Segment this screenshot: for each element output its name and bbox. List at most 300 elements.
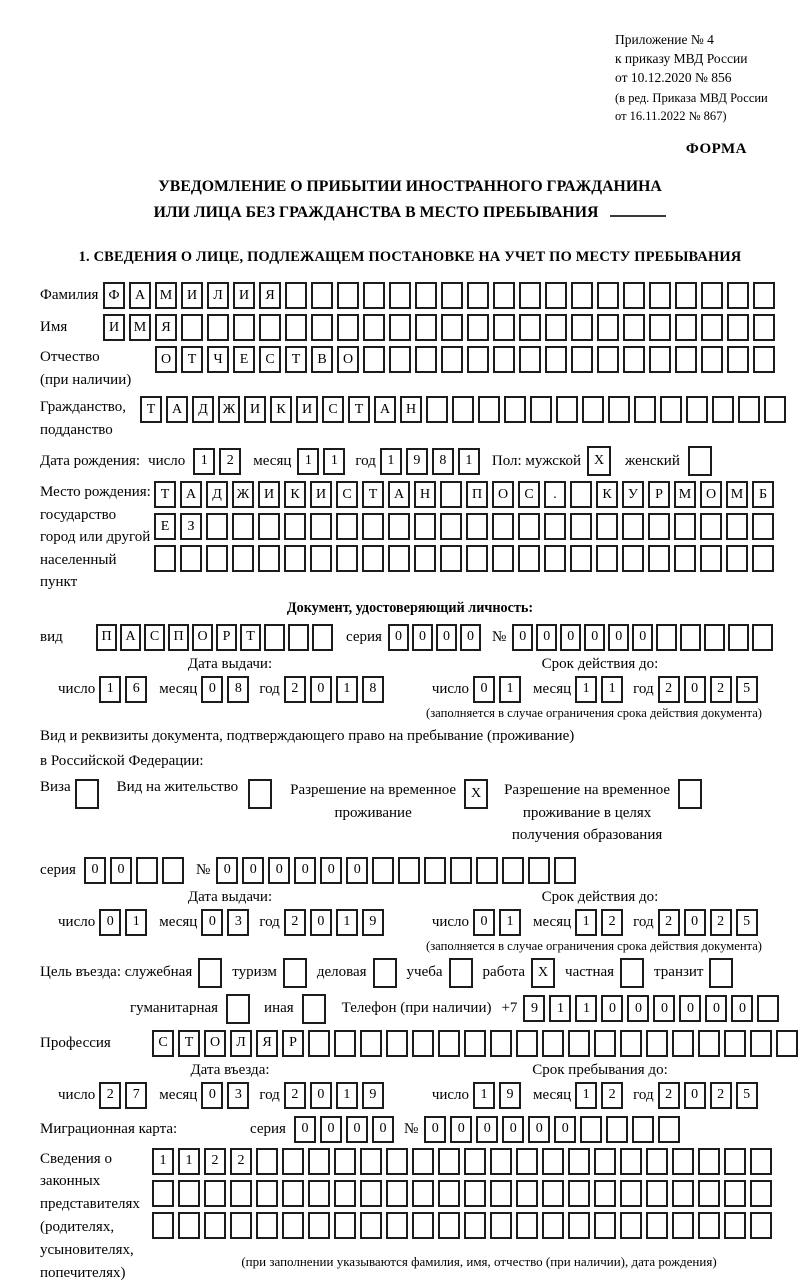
char-cell[interactable] bbox=[256, 1180, 278, 1207]
char-cell[interactable] bbox=[415, 282, 437, 309]
char-cell[interactable]: . bbox=[544, 481, 566, 508]
char-cell[interactable]: 0 bbox=[294, 1116, 316, 1143]
char-cell[interactable]: 0 bbox=[268, 857, 290, 884]
char-cell[interactable]: 9 bbox=[362, 909, 384, 936]
char-cell[interactable] bbox=[570, 513, 592, 540]
char-cell[interactable]: 1 bbox=[575, 995, 597, 1022]
char-cell[interactable]: 1 bbox=[380, 448, 402, 475]
char-cell[interactable]: 1 bbox=[178, 1148, 200, 1175]
char-cell[interactable]: X bbox=[531, 958, 555, 988]
char-cell[interactable]: Ж bbox=[232, 481, 254, 508]
char-cell[interactable] bbox=[738, 396, 760, 423]
char-cell[interactable] bbox=[302, 994, 326, 1024]
char-cell[interactable]: И bbox=[103, 314, 125, 341]
char-cell[interactable]: X bbox=[587, 446, 611, 476]
char-cell[interactable]: И bbox=[244, 396, 266, 423]
char-cell[interactable] bbox=[580, 1116, 602, 1143]
char-cell[interactable] bbox=[649, 282, 671, 309]
char-cell[interactable] bbox=[310, 513, 332, 540]
char-cell[interactable] bbox=[178, 1180, 200, 1207]
char-cell[interactable] bbox=[596, 513, 618, 540]
char-cell[interactable] bbox=[597, 314, 619, 341]
char-cell[interactable] bbox=[648, 545, 670, 572]
char-cell[interactable] bbox=[597, 346, 619, 373]
char-cell[interactable] bbox=[594, 1148, 616, 1175]
char-cell[interactable] bbox=[686, 396, 708, 423]
char-cell[interactable] bbox=[386, 1212, 408, 1239]
char-cell[interactable]: 0 bbox=[684, 676, 706, 703]
char-cell[interactable] bbox=[542, 1030, 564, 1057]
char-cell[interactable] bbox=[750, 1212, 772, 1239]
char-cell[interactable] bbox=[634, 396, 656, 423]
char-cell[interactable] bbox=[372, 857, 394, 884]
char-cell[interactable]: 9 bbox=[362, 1082, 384, 1109]
char-cell[interactable] bbox=[542, 1148, 564, 1175]
char-cell[interactable] bbox=[649, 314, 671, 341]
char-cell[interactable]: И bbox=[181, 282, 203, 309]
char-cell[interactable] bbox=[334, 1030, 356, 1057]
char-cell[interactable]: Т bbox=[348, 396, 370, 423]
char-cell[interactable] bbox=[675, 346, 697, 373]
char-cell[interactable]: У bbox=[622, 481, 644, 508]
char-cell[interactable] bbox=[441, 282, 463, 309]
char-cell[interactable] bbox=[680, 624, 701, 651]
char-cell[interactable]: 0 bbox=[731, 995, 753, 1022]
char-cell[interactable] bbox=[362, 545, 384, 572]
char-cell[interactable]: Л bbox=[230, 1030, 252, 1057]
char-cell[interactable]: В bbox=[311, 346, 333, 373]
char-cell[interactable]: 0 bbox=[346, 857, 368, 884]
char-cell[interactable] bbox=[528, 857, 550, 884]
char-cell[interactable]: 0 bbox=[476, 1116, 498, 1143]
char-cell[interactable] bbox=[464, 1180, 486, 1207]
char-cell[interactable]: С bbox=[322, 396, 344, 423]
char-cell[interactable]: 0 bbox=[110, 857, 132, 884]
char-cell[interactable] bbox=[646, 1030, 668, 1057]
char-cell[interactable] bbox=[688, 446, 712, 476]
char-cell[interactable] bbox=[464, 1030, 486, 1057]
char-cell[interactable]: 0 bbox=[412, 624, 433, 651]
char-cell[interactable] bbox=[764, 396, 786, 423]
char-cell[interactable]: 8 bbox=[362, 676, 384, 703]
char-cell[interactable] bbox=[516, 1148, 538, 1175]
char-cell[interactable] bbox=[516, 1030, 538, 1057]
char-cell[interactable]: Ф bbox=[103, 282, 125, 309]
char-cell[interactable] bbox=[530, 396, 552, 423]
char-cell[interactable] bbox=[180, 545, 202, 572]
char-cell[interactable]: 0 bbox=[536, 624, 557, 651]
char-cell[interactable] bbox=[206, 513, 228, 540]
char-cell[interactable] bbox=[712, 396, 734, 423]
char-cell[interactable] bbox=[230, 1180, 252, 1207]
char-cell[interactable]: С bbox=[144, 624, 165, 651]
char-cell[interactable]: 0 bbox=[99, 909, 121, 936]
char-cell[interactable] bbox=[360, 1030, 382, 1057]
char-cell[interactable] bbox=[608, 396, 630, 423]
char-cell[interactable]: 2 bbox=[284, 1082, 306, 1109]
char-cell[interactable]: 0 bbox=[388, 624, 409, 651]
char-cell[interactable] bbox=[334, 1180, 356, 1207]
char-cell[interactable]: 5 bbox=[736, 676, 758, 703]
char-cell[interactable]: 0 bbox=[201, 909, 223, 936]
char-cell[interactable]: Е bbox=[233, 346, 255, 373]
char-cell[interactable]: X bbox=[464, 779, 488, 809]
char-cell[interactable]: 0 bbox=[310, 676, 332, 703]
char-cell[interactable]: М bbox=[129, 314, 151, 341]
char-cell[interactable]: 1 bbox=[549, 995, 571, 1022]
char-cell[interactable]: 0 bbox=[608, 624, 629, 651]
char-cell[interactable]: С bbox=[336, 481, 358, 508]
char-cell[interactable] bbox=[757, 995, 779, 1022]
char-cell[interactable] bbox=[750, 1030, 772, 1057]
char-cell[interactable] bbox=[490, 1148, 512, 1175]
char-cell[interactable] bbox=[545, 314, 567, 341]
char-cell[interactable] bbox=[388, 545, 410, 572]
char-cell[interactable] bbox=[312, 624, 333, 651]
char-cell[interactable]: 0 bbox=[601, 995, 623, 1022]
char-cell[interactable] bbox=[493, 282, 515, 309]
char-cell[interactable]: О bbox=[492, 481, 514, 508]
char-cell[interactable]: Р bbox=[216, 624, 237, 651]
char-cell[interactable] bbox=[232, 513, 254, 540]
char-cell[interactable] bbox=[542, 1212, 564, 1239]
char-cell[interactable]: 2 bbox=[710, 909, 732, 936]
char-cell[interactable] bbox=[704, 624, 725, 651]
char-cell[interactable] bbox=[206, 545, 228, 572]
char-cell[interactable] bbox=[620, 958, 644, 988]
char-cell[interactable] bbox=[310, 545, 332, 572]
char-cell[interactable]: 5 bbox=[736, 1082, 758, 1109]
char-cell[interactable] bbox=[162, 857, 184, 884]
char-cell[interactable]: С bbox=[152, 1030, 174, 1057]
char-cell[interactable] bbox=[476, 857, 498, 884]
char-cell[interactable]: 0 bbox=[84, 857, 106, 884]
char-cell[interactable] bbox=[440, 545, 462, 572]
char-cell[interactable] bbox=[724, 1212, 746, 1239]
char-cell[interactable] bbox=[518, 545, 540, 572]
char-cell[interactable] bbox=[282, 1148, 304, 1175]
char-cell[interactable] bbox=[753, 314, 775, 341]
char-cell[interactable] bbox=[337, 314, 359, 341]
char-cell[interactable]: 0 bbox=[372, 1116, 394, 1143]
char-cell[interactable] bbox=[449, 958, 473, 988]
char-cell[interactable] bbox=[753, 346, 775, 373]
char-cell[interactable]: С bbox=[259, 346, 281, 373]
char-cell[interactable] bbox=[675, 314, 697, 341]
char-cell[interactable] bbox=[674, 545, 696, 572]
char-cell[interactable]: Б bbox=[752, 481, 774, 508]
char-cell[interactable] bbox=[493, 314, 515, 341]
char-cell[interactable] bbox=[256, 1212, 278, 1239]
char-cell[interactable]: О bbox=[337, 346, 359, 373]
char-cell[interactable] bbox=[373, 958, 397, 988]
char-cell[interactable] bbox=[727, 282, 749, 309]
char-cell[interactable] bbox=[282, 1212, 304, 1239]
char-cell[interactable]: 0 bbox=[460, 624, 481, 651]
char-cell[interactable] bbox=[571, 282, 593, 309]
char-cell[interactable] bbox=[672, 1212, 694, 1239]
char-cell[interactable] bbox=[727, 346, 749, 373]
char-cell[interactable]: 0 bbox=[320, 857, 342, 884]
char-cell[interactable] bbox=[285, 282, 307, 309]
char-cell[interactable] bbox=[678, 779, 702, 809]
char-cell[interactable]: 2 bbox=[601, 1082, 623, 1109]
char-cell[interactable] bbox=[519, 314, 541, 341]
char-cell[interactable] bbox=[594, 1212, 616, 1239]
char-cell[interactable]: 5 bbox=[736, 909, 758, 936]
char-cell[interactable] bbox=[545, 346, 567, 373]
char-cell[interactable] bbox=[363, 314, 385, 341]
char-cell[interactable]: 0 bbox=[679, 995, 701, 1022]
char-cell[interactable] bbox=[360, 1148, 382, 1175]
char-cell[interactable] bbox=[258, 513, 280, 540]
char-cell[interactable] bbox=[709, 958, 733, 988]
char-cell[interactable]: К bbox=[596, 481, 618, 508]
char-cell[interactable]: 1 bbox=[575, 1082, 597, 1109]
char-cell[interactable] bbox=[700, 545, 722, 572]
char-cell[interactable] bbox=[441, 314, 463, 341]
char-cell[interactable] bbox=[440, 513, 462, 540]
char-cell[interactable]: А bbox=[180, 481, 202, 508]
char-cell[interactable]: 9 bbox=[406, 448, 428, 475]
char-cell[interactable] bbox=[656, 624, 677, 651]
char-cell[interactable] bbox=[233, 314, 255, 341]
char-cell[interactable] bbox=[698, 1148, 720, 1175]
char-cell[interactable] bbox=[596, 545, 618, 572]
char-cell[interactable] bbox=[594, 1180, 616, 1207]
char-cell[interactable]: 6 bbox=[125, 676, 147, 703]
char-cell[interactable]: З bbox=[180, 513, 202, 540]
char-cell[interactable] bbox=[412, 1030, 434, 1057]
char-cell[interactable]: Т bbox=[240, 624, 261, 651]
char-cell[interactable] bbox=[620, 1180, 642, 1207]
char-cell[interactable] bbox=[464, 1212, 486, 1239]
char-cell[interactable] bbox=[334, 1148, 356, 1175]
char-cell[interactable]: Д bbox=[192, 396, 214, 423]
char-cell[interactable] bbox=[478, 396, 500, 423]
char-cell[interactable] bbox=[646, 1212, 668, 1239]
char-cell[interactable] bbox=[464, 1148, 486, 1175]
char-cell[interactable]: Т bbox=[362, 481, 384, 508]
char-cell[interactable]: Н bbox=[414, 481, 436, 508]
char-cell[interactable]: 0 bbox=[560, 624, 581, 651]
char-cell[interactable] bbox=[414, 513, 436, 540]
char-cell[interactable] bbox=[674, 513, 696, 540]
char-cell[interactable] bbox=[438, 1212, 460, 1239]
char-cell[interactable] bbox=[415, 314, 437, 341]
char-cell[interactable] bbox=[438, 1180, 460, 1207]
char-cell[interactable] bbox=[226, 994, 250, 1024]
char-cell[interactable]: И bbox=[233, 282, 255, 309]
char-cell[interactable]: И bbox=[296, 396, 318, 423]
char-cell[interactable]: 1 bbox=[575, 676, 597, 703]
char-cell[interactable] bbox=[308, 1180, 330, 1207]
char-cell[interactable] bbox=[360, 1212, 382, 1239]
char-cell[interactable] bbox=[701, 282, 723, 309]
char-cell[interactable] bbox=[198, 958, 222, 988]
char-cell[interactable] bbox=[493, 346, 515, 373]
char-cell[interactable]: 0 bbox=[201, 1082, 223, 1109]
char-cell[interactable]: 0 bbox=[310, 1082, 332, 1109]
char-cell[interactable] bbox=[570, 545, 592, 572]
char-cell[interactable] bbox=[441, 346, 463, 373]
char-cell[interactable]: 0 bbox=[424, 1116, 446, 1143]
char-cell[interactable]: 1 bbox=[323, 448, 345, 475]
char-cell[interactable]: Л bbox=[207, 282, 229, 309]
char-cell[interactable] bbox=[412, 1148, 434, 1175]
char-cell[interactable] bbox=[334, 1212, 356, 1239]
char-cell[interactable]: 2 bbox=[219, 448, 241, 475]
char-cell[interactable]: 0 bbox=[436, 624, 457, 651]
char-cell[interactable]: 0 bbox=[528, 1116, 550, 1143]
char-cell[interactable] bbox=[467, 282, 489, 309]
char-cell[interactable] bbox=[544, 545, 566, 572]
char-cell[interactable] bbox=[519, 282, 541, 309]
char-cell[interactable]: 2 bbox=[230, 1148, 252, 1175]
char-cell[interactable] bbox=[288, 624, 309, 651]
char-cell[interactable]: 2 bbox=[601, 909, 623, 936]
char-cell[interactable] bbox=[178, 1212, 200, 1239]
char-cell[interactable] bbox=[204, 1212, 226, 1239]
char-cell[interactable]: 2 bbox=[284, 676, 306, 703]
char-cell[interactable] bbox=[542, 1180, 564, 1207]
char-cell[interactable] bbox=[386, 1030, 408, 1057]
char-cell[interactable]: 1 bbox=[601, 676, 623, 703]
char-cell[interactable]: Т bbox=[181, 346, 203, 373]
char-cell[interactable] bbox=[646, 1148, 668, 1175]
char-cell[interactable] bbox=[727, 314, 749, 341]
char-cell[interactable]: 0 bbox=[473, 909, 495, 936]
char-cell[interactable]: 1 bbox=[336, 1082, 358, 1109]
char-cell[interactable]: Т bbox=[178, 1030, 200, 1057]
char-cell[interactable]: А bbox=[166, 396, 188, 423]
char-cell[interactable] bbox=[753, 282, 775, 309]
char-cell[interactable]: М bbox=[726, 481, 748, 508]
char-cell[interactable]: 2 bbox=[658, 1082, 680, 1109]
char-cell[interactable]: 3 bbox=[227, 1082, 249, 1109]
char-cell[interactable] bbox=[336, 513, 358, 540]
char-cell[interactable] bbox=[516, 1212, 538, 1239]
char-cell[interactable]: Д bbox=[206, 481, 228, 508]
char-cell[interactable]: Т bbox=[154, 481, 176, 508]
char-cell[interactable] bbox=[466, 513, 488, 540]
char-cell[interactable] bbox=[154, 545, 176, 572]
char-cell[interactable]: А bbox=[129, 282, 151, 309]
char-cell[interactable]: Я bbox=[155, 314, 177, 341]
char-cell[interactable] bbox=[672, 1180, 694, 1207]
char-cell[interactable] bbox=[256, 1148, 278, 1175]
char-cell[interactable] bbox=[181, 314, 203, 341]
char-cell[interactable] bbox=[554, 857, 576, 884]
char-cell[interactable]: 8 bbox=[227, 676, 249, 703]
char-cell[interactable] bbox=[152, 1212, 174, 1239]
char-cell[interactable] bbox=[620, 1148, 642, 1175]
char-cell[interactable] bbox=[414, 545, 436, 572]
char-cell[interactable] bbox=[412, 1212, 434, 1239]
char-cell[interactable]: 1 bbox=[473, 1082, 495, 1109]
char-cell[interactable] bbox=[518, 513, 540, 540]
char-cell[interactable] bbox=[311, 314, 333, 341]
char-cell[interactable] bbox=[426, 396, 448, 423]
char-cell[interactable] bbox=[308, 1030, 330, 1057]
char-cell[interactable] bbox=[389, 314, 411, 341]
char-cell[interactable]: 0 bbox=[584, 624, 605, 651]
char-cell[interactable]: Т bbox=[140, 396, 162, 423]
char-cell[interactable]: 0 bbox=[310, 909, 332, 936]
char-cell[interactable] bbox=[622, 513, 644, 540]
char-cell[interactable]: 2 bbox=[99, 1082, 121, 1109]
char-cell[interactable]: 0 bbox=[216, 857, 238, 884]
char-cell[interactable]: 0 bbox=[512, 624, 533, 651]
char-cell[interactable]: Я bbox=[256, 1030, 278, 1057]
char-cell[interactable]: 0 bbox=[684, 1082, 706, 1109]
char-cell[interactable]: 1 bbox=[499, 676, 521, 703]
char-cell[interactable]: 2 bbox=[204, 1148, 226, 1175]
char-cell[interactable] bbox=[622, 545, 644, 572]
char-cell[interactable] bbox=[658, 1116, 680, 1143]
char-cell[interactable] bbox=[285, 314, 307, 341]
char-cell[interactable]: 0 bbox=[627, 995, 649, 1022]
char-cell[interactable] bbox=[363, 282, 385, 309]
char-cell[interactable] bbox=[386, 1180, 408, 1207]
char-cell[interactable] bbox=[701, 314, 723, 341]
char-cell[interactable] bbox=[623, 314, 645, 341]
char-cell[interactable]: 9 bbox=[499, 1082, 521, 1109]
char-cell[interactable] bbox=[490, 1212, 512, 1239]
char-cell[interactable] bbox=[232, 545, 254, 572]
char-cell[interactable] bbox=[308, 1148, 330, 1175]
char-cell[interactable] bbox=[594, 1030, 616, 1057]
char-cell[interactable] bbox=[207, 314, 229, 341]
char-cell[interactable] bbox=[571, 346, 593, 373]
char-cell[interactable]: Я bbox=[259, 282, 281, 309]
char-cell[interactable] bbox=[362, 513, 384, 540]
char-cell[interactable] bbox=[750, 1148, 772, 1175]
char-cell[interactable] bbox=[284, 545, 306, 572]
char-cell[interactable] bbox=[152, 1180, 174, 1207]
char-cell[interactable] bbox=[282, 1180, 304, 1207]
char-cell[interactable] bbox=[698, 1212, 720, 1239]
char-cell[interactable] bbox=[646, 1180, 668, 1207]
char-cell[interactable]: 1 bbox=[336, 909, 358, 936]
char-cell[interactable]: И bbox=[258, 481, 280, 508]
char-cell[interactable]: А bbox=[374, 396, 396, 423]
char-cell[interactable] bbox=[728, 624, 749, 651]
char-cell[interactable] bbox=[568, 1180, 590, 1207]
char-cell[interactable] bbox=[284, 513, 306, 540]
char-cell[interactable]: О bbox=[155, 346, 177, 373]
char-cell[interactable]: 9 bbox=[523, 995, 545, 1022]
char-cell[interactable] bbox=[571, 314, 593, 341]
char-cell[interactable] bbox=[724, 1148, 746, 1175]
char-cell[interactable] bbox=[492, 545, 514, 572]
char-cell[interactable]: 0 bbox=[242, 857, 264, 884]
char-cell[interactable] bbox=[623, 346, 645, 373]
char-cell[interactable]: П bbox=[168, 624, 189, 651]
char-cell[interactable] bbox=[632, 1116, 654, 1143]
char-cell[interactable]: 0 bbox=[684, 909, 706, 936]
char-cell[interactable] bbox=[424, 857, 446, 884]
char-cell[interactable] bbox=[700, 513, 722, 540]
char-cell[interactable]: 0 bbox=[653, 995, 675, 1022]
char-cell[interactable] bbox=[568, 1148, 590, 1175]
char-cell[interactable] bbox=[308, 1212, 330, 1239]
char-cell[interactable]: 0 bbox=[502, 1116, 524, 1143]
char-cell[interactable] bbox=[726, 513, 748, 540]
char-cell[interactable]: К bbox=[270, 396, 292, 423]
char-cell[interactable] bbox=[776, 1030, 798, 1057]
char-cell[interactable] bbox=[363, 346, 385, 373]
